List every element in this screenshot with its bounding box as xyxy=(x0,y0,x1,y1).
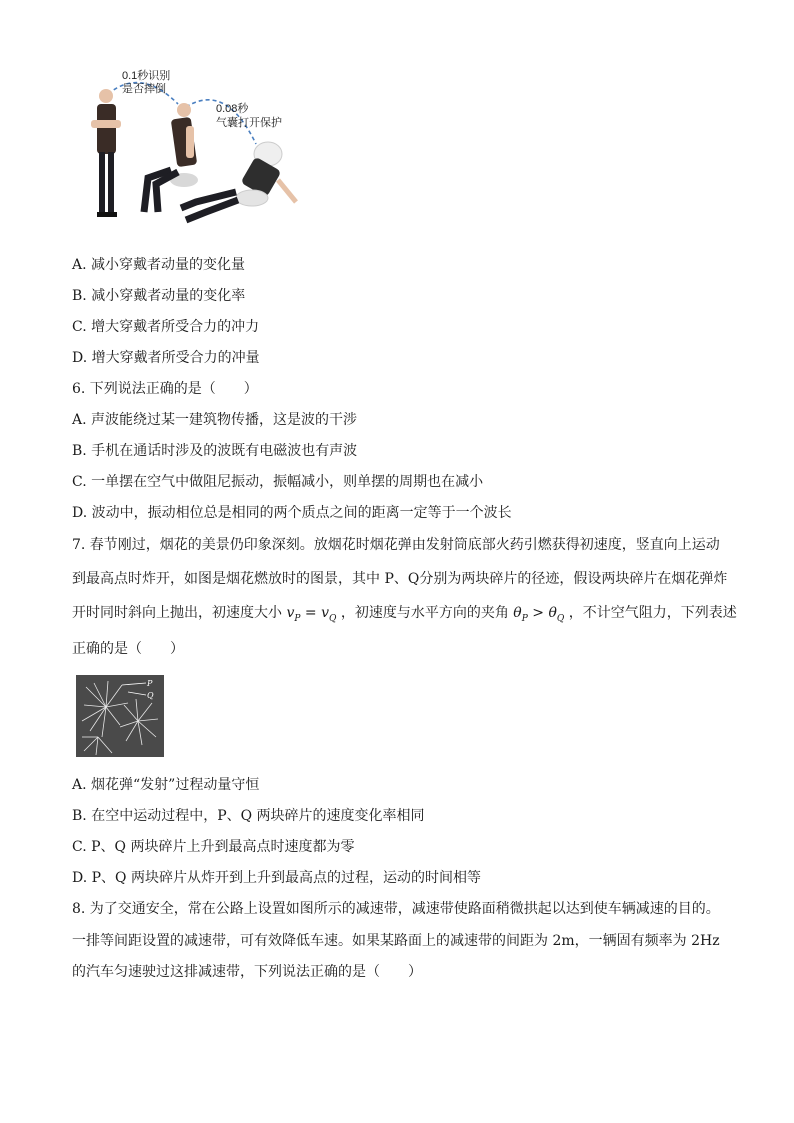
person-standing xyxy=(91,89,121,217)
person-with-airbag xyxy=(181,142,296,220)
q7-option-c: C. P、Q 两块碎片上升到最高点时速度都为零 xyxy=(72,839,355,855)
label-p: P xyxy=(147,679,153,688)
q7-stem-line1: 7. 春节刚过，烟花的美景仍印象深刻。放烟花时烟花弹由发射筒底部火药引燃获得初速度，竖直向上运动 xyxy=(72,537,720,553)
q8-line2: 一排等间距设置的减速带，可有效降低车速。如果某路面上的减速带的间距为 2m，一辆固有频率为 2Hz xyxy=(72,933,720,949)
airbag-fall-figure xyxy=(86,62,316,230)
q5-option-a: A. 减小穿戴者动量的变化量 xyxy=(72,257,246,273)
figure1-label-2b: 气囊打开保护 xyxy=(216,117,282,129)
angle-inequality: $\theta_P > \theta_Q$ xyxy=(513,605,565,624)
q5-option-b: B. 减小穿戴者动量的变化率 xyxy=(72,288,246,304)
q7-stem-line2: 到最高点时炸开，如图是烟花燃放时的图景，其中 P、Q分别为两块碎片的径迹，假设两块碎片在烟花弹炸 xyxy=(72,571,728,587)
q5-option-d: D. 增大穿戴者所受合力的冲量 xyxy=(72,350,260,366)
q6-stem: 6. 下列说法正确的是（ ） xyxy=(72,381,258,397)
q6-option-c: C. 一单摆在空气中做阻尼振动，振幅减小，则单摆的周期也在减小 xyxy=(72,474,484,490)
q8-line1: 8. 为了交通安全，常在公路上设置如图所示的减速带，减速带使路面稍微拱起以达到使车辆减速的目的。 xyxy=(72,901,720,917)
figure1-label-1a: 0.1秒识别 xyxy=(122,70,171,82)
figure1-label-1b: 是否摔倒 xyxy=(122,83,166,95)
person-falling xyxy=(144,103,198,212)
q7-stem-line3 xyxy=(72,603,737,629)
q7-option-a: A. 烟花弹“发射”过程动量守恒 xyxy=(72,777,260,793)
q6-option-d: D. 波动中，振动相位总是相同的两个质点之间的距离一定等于一个波长 xyxy=(72,505,512,521)
q5-option-c: C. 增大穿戴者所受合力的冲力 xyxy=(72,319,260,335)
q7-stem-line3b: ，初速度与水平方向的夹角 xyxy=(340,605,509,621)
q7-stem-line3c: ，不计空气阻力，下列表述 xyxy=(568,605,737,621)
q7-stem-line3a: 开时同时斜向上抛出，初速度大小 xyxy=(72,605,282,621)
q7-option-d: D. P、Q 两块碎片从炸开到上升到最高点的过程，运动的时间相等 xyxy=(72,870,481,886)
velocity-equation: $v_P = v_Q$ xyxy=(286,605,337,624)
q7-stem-line4: 正确的是（ ） xyxy=(72,641,184,657)
q8-line3: 的汽车匀速驶过这排减速带，下列说法正确的是（ ） xyxy=(72,964,422,980)
label-q: Q xyxy=(147,691,154,700)
figure1-label-2a: 0.08秒 xyxy=(216,103,249,115)
q7-option-b: B. 在空中运动过程中，P、Q 两块碎片的速度变化率相同 xyxy=(72,808,425,824)
q6-option-a: A. 声波能绕过某一建筑物传播，这是波的干涉 xyxy=(72,412,358,428)
q6-option-b: B. 手机在通话时涉及的波既有电磁波也有声波 xyxy=(72,443,358,459)
fireworks-figure xyxy=(76,675,164,757)
